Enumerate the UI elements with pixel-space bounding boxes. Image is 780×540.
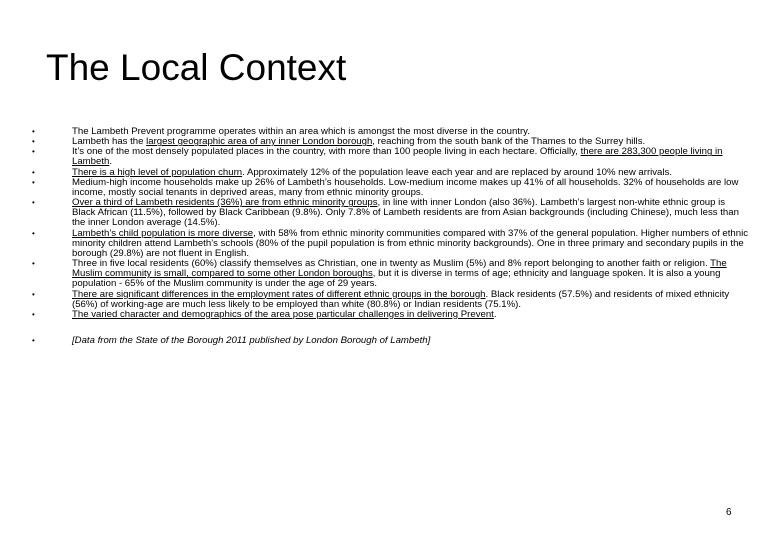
bullet-list [28, 127, 748, 346]
bullet-item [28, 198, 748, 228]
bullet-dot-icon: • [32, 228, 35, 238]
bullet-text: , in line with inner London (also 36%). Lambeth’s largest non-white ethnic group is Black African (11.5%), followed by Black Caribbean (9.8%). Only 7.8% of Lambeth residents are from Asian backgrounds (including Chinese), much less than the inner London average (14.5%). [72, 197, 739, 229]
page-number: 6 [726, 507, 732, 518]
bullet-dot-icon: • [32, 147, 35, 157]
bullet-text: . [493, 308, 497, 320]
bullet-item [28, 290, 748, 310]
bullet-item [28, 178, 748, 198]
bullet-text: The Lambeth Prevent programme operates within an area which is amongst the most diverse in the country. [72, 126, 530, 137]
bullet-item [28, 229, 748, 259]
bullet-text: , but it is diverse in terms of age; ethnicity and language spoken. It is also a young population - 65% of the Muslim community is under the age of 29 years. [72, 268, 721, 290]
bullet-text: . Approximately 12% of the population leave each year and are replaced by around 10% new arrivals. [242, 166, 672, 178]
bullet-dot-icon: • [32, 127, 35, 136]
bullet-dot-icon: • [32, 137, 35, 147]
bullet-dot-icon: • [32, 177, 35, 187]
bullet-underlined-text: The varied character and demographics of the area pose particular challenges in delivering Prevent [72, 308, 494, 320]
bullet-text: . Black residents (57.5%) and residents of mixed ethnicity (56%) of working-age are much less likely to be employed than white (80.8%) or Indian residents (75.1%). [72, 288, 730, 310]
bullet-underlined-text: Lambeth’s child population is more diverse [72, 227, 254, 239]
bullet-dot-icon: • [32, 289, 35, 299]
bullet-item [28, 336, 748, 346]
bullet-text: , reaching from the south bank of the Thames to the Surrey hills. [372, 136, 646, 148]
bullet-text: It’s one of the most densely populated places in the country, with more than 100 people living in each hectare. Officially, [72, 146, 581, 158]
bullet-dot-icon: • [32, 335, 35, 345]
bullet-underlined-text: largest geographic area of any inner London borough [146, 136, 373, 148]
bullet-underlined-text: there are 283,300 people living in Lambeth [72, 146, 723, 168]
bullet-text: Three in five local residents (60%) classify themselves as Christian, one in twenty as Muslim (5%) and 8% report belonging to another faith or religion. [72, 258, 711, 270]
bullet-text: Medium-high income households make up 26% of Lambeth’s households. Low-medium income makes up 41% of all households. 32% of households are low income, mostly social tenants in deprived areas, many from ethnic minority groups. [72, 176, 739, 198]
bullet-text: , with 58% from ethnic minority communities compared with 37% of the general population. Higher numbers of ethnic minority children attend Lambeth’s schools (80% of the pupil population is from ethnic minority backgrounds). One in three primary and secondary pupils in the borough (29.8%) are not fluent in English. [72, 227, 748, 259]
bullet-dot-icon: • [32, 167, 35, 177]
bullet-text: . [109, 156, 113, 168]
bullet-dot-icon: • [32, 259, 35, 269]
slide-title: The Local Context [46, 47, 347, 88]
bullet-dot-icon: • [32, 198, 35, 208]
bullet-item [28, 147, 748, 167]
bullet-item [28, 259, 748, 289]
bullet-dot-icon: • [32, 309, 35, 319]
bullet-item [28, 310, 748, 320]
bullet-underlined-text: There are significant differences in the employment rates of different ethnic groups in the borough [72, 288, 486, 300]
bullet-underlined-text: There is a high level of population churn [72, 166, 243, 178]
bullet-text: Lambeth has the [72, 136, 147, 148]
bullet-underlined-text: Over a third of Lambeth residents (36%) are from ethnic minority groups [72, 197, 378, 209]
bullet-underlined-text: The Muslim community is small, compared to some other London boroughs [72, 258, 727, 280]
data-source-note: [Data from the State of the Borough 2011 published by London Borough of Lambeth] [72, 334, 431, 346]
